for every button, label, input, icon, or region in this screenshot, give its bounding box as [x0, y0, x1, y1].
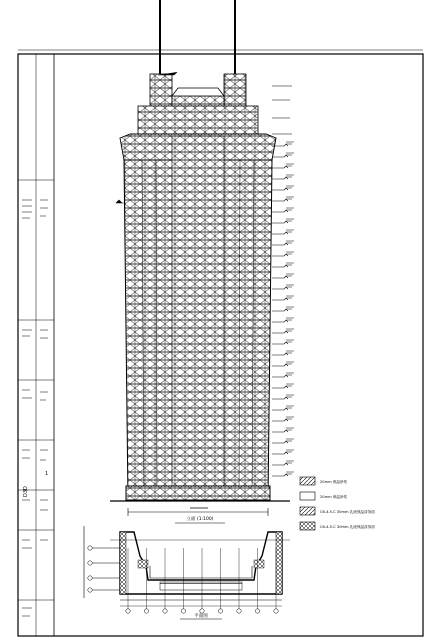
- level-tick: [272, 428, 294, 432]
- level-tick: [272, 318, 294, 322]
- left-level-marker: [116, 200, 124, 203]
- titleblock-drawing-no: D3D: [23, 486, 29, 497]
- legend: [300, 477, 375, 530]
- level-tick: [272, 450, 294, 454]
- grid-bubble: [218, 609, 222, 613]
- legend-swatch-1: [300, 477, 315, 485]
- upper-band: [138, 106, 258, 136]
- roof-antennas: [160, 0, 235, 74]
- grid-bubble: [274, 609, 278, 613]
- level-markers: [272, 86, 292, 134]
- legend-swatch-4: [300, 522, 315, 530]
- grid-bubble: [144, 609, 148, 613]
- level-tick: [272, 219, 294, 223]
- level-tick-column: [272, 142, 294, 476]
- section-label: 平面图: [194, 614, 208, 619]
- level-tick: [272, 417, 294, 421]
- level-tick: [272, 186, 294, 190]
- level-tick: [272, 461, 294, 465]
- level-tick: [272, 472, 294, 476]
- level-tick: [272, 307, 294, 311]
- level-tick: [272, 230, 294, 234]
- grid-bubble: [126, 609, 130, 613]
- level-tick: [272, 153, 294, 157]
- level-tick: [272, 384, 294, 388]
- titleblock-sheet: 1: [45, 471, 49, 477]
- grid-bubble: [237, 609, 241, 613]
- level-tick: [272, 340, 294, 344]
- level-tick: [272, 439, 294, 443]
- legend-label-3: C6-4-5-C 30mm 乳液保温漆饰面: [320, 510, 375, 514]
- level-tick: [272, 175, 294, 179]
- grid-bubble: [181, 609, 185, 613]
- elevation-scale-label: 立面 (1:100): [186, 517, 214, 522]
- legend-label-2: 20mm 保温砂浆: [320, 495, 348, 499]
- level-tick: [272, 263, 294, 267]
- section-plan: [84, 526, 290, 619]
- grid-bubble: [200, 609, 204, 613]
- tower-elevation: [110, 74, 290, 501]
- level-tick: [272, 296, 294, 300]
- level-tick: [272, 164, 294, 168]
- level-tick: [272, 208, 294, 212]
- level-tick: [272, 197, 294, 201]
- level-tick: [272, 241, 294, 245]
- level-tick: [272, 329, 294, 333]
- title-block: [18, 54, 54, 636]
- grid-bubble: [163, 609, 167, 613]
- level-tick: [272, 351, 294, 355]
- central-bay: [172, 136, 224, 500]
- level-tick: [272, 395, 294, 399]
- legend-swatch-2: [300, 492, 315, 500]
- legend-label-1: 20mm 保温砂浆: [320, 480, 348, 484]
- legend-label-4: C6-4-5-C 30mm 乳液保温漆饰面: [320, 525, 375, 529]
- legend-swatch-3: [300, 507, 315, 515]
- level-tick: [272, 373, 294, 377]
- level-tick: [272, 406, 294, 410]
- grid-bubble: [255, 609, 259, 613]
- level-tick: [272, 252, 294, 256]
- level-tick: [272, 362, 294, 366]
- level-tick: [272, 285, 294, 289]
- level-tick: [272, 274, 294, 278]
- tower-base: [126, 486, 270, 500]
- elevation-dimension: [128, 508, 268, 516]
